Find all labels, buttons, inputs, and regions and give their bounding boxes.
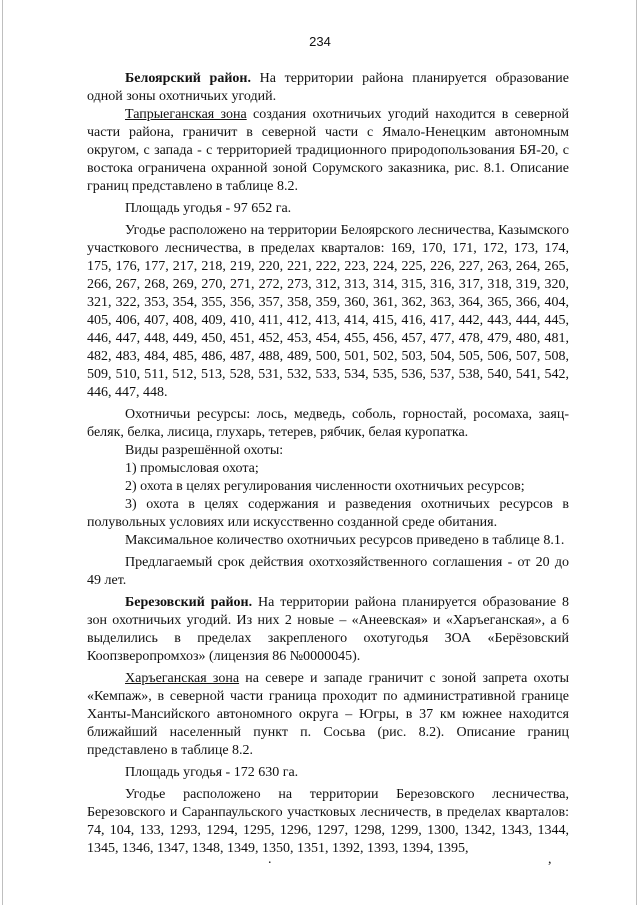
list-item: 3) охота в целях содержания и разведения охотничьих ресурсов в полувольных условиях или искусственно созданной среде обитания. [87, 497, 569, 530]
zone-name-kharyegan: Харъеганская зона [125, 671, 240, 686]
district-heading-berezovsky: Березовский район. [125, 595, 253, 610]
scan-edge-left [2, 0, 3, 905]
zone-name-taprygan: Тапрыеганская зона [125, 107, 247, 122]
paragraph-quarters-1: Угодье расположено на территории Белоярского лесничества, Казымского участкового лесничества, в пределах кварталов: 169, 170, 171, 172, 173, 174, 175, 176, 177, 217, 218, 219, 220, 221, 222, 223, 224, 225, 226, 227, 263, 264, 265, 266, 267, 268, 269, 270, 271, 272, 273, 312, 313, 314, 315, 316, 317, 318, 319, 320, 321, 322, 353, 354, 355, 356, 357, 358, 359, 360, 361, 362, 363, 364, 365, 366, 404, 405, 406, 407, 408, 409, 410, 411, 412, 413, 414, 415, 416, 417, 442, 443, 444, 445, 446, 447, 448, 449, 450, 451, 452, 453, 454, 455, 456, 457, 477, 478, 479, 480, 481, 482, 483, 484, 485, 486, 487, 488, 489, 500, 501, 502, 503, 504, 505, 506, 507, 508, 509, 510, 511, 512, 513, 528, 531, 532, 533, 534, 535, 536, 537, 538, 540, 541, 542, 446, 447, 448. [87, 223, 569, 400]
district-heading-beloyarsky: Белоярский район. [125, 71, 251, 86]
list-item: 1) промысловая охота; [125, 461, 259, 476]
paragraph-kharyegan-zone: Харъеганская зона на севере и западе граничит с зоной запрета охоты «Кемпаж», в северной части граница проходит по административной границе Ханты-Мансийского автономного округа – Югры, в 37 км южнее находится ближайший населенный пункт п. Сосьва (рис. 8.2). Описание границ представлено в таблице 8.2. [87, 671, 569, 758]
paragraph-taprygan-zone: Тапрыеганская зона создания охотничьих угодий находится в северной части района, граничит в северной части с Ямало-Ненецким автономным округом, с запада - с территорией традиционного природопользования БЯ-20, с востока ограничена охранной зоной Сорумского заказника, рис. 8.1. Описание границ представлено в таблице 8.2. [87, 107, 569, 194]
footer-mark: , [548, 852, 552, 867]
paragraph-berezovsky-intro: Березовский район. На территории района планируется образование 8 зон охотничьих угодий. Из них 2 новые – «Анеевская» и «Харъеганская», а 6 выделились в пределах закрепленого охотугодья ЗОА «Берёзовский Коопзверопромхоз» (лицензия 86 №0000045). [87, 595, 569, 664]
paragraph-max-resources: Максимальное количество охотничьих ресурсов приведено в таблице 8.1. [125, 533, 565, 548]
list-item: 2) охота в целях регулирования численности охотничьих ресурсов; [125, 479, 525, 494]
document-body [87, 70, 569, 858]
page-number: 234 [309, 34, 331, 49]
paragraph-beloyarsky-intro: Белоярский район. На территории района планируется образование одной зоны охотничьих угодий. [87, 71, 569, 104]
scan-edge-right [636, 0, 637, 905]
paragraph-area-1: Площадь угодья - 97 652 га. [125, 201, 292, 216]
footer-mark: . [268, 852, 272, 867]
paragraph-resources: Охотничьи ресурсы: лось, медведь, соболь, горностай, росомаха, заяц-беляк, белка, лисица, глухарь, тетерев, рябчик, белая куропатка. [87, 407, 569, 440]
paragraph-quarters-2: Угодье расположено на территории Березовского лесничества, Березовского и Саранпаульского участковых лесничеств, в пределах кварталов: 74, 104, 133, 1293, 1294, 1295, 1296, 1297, 1298, 1299, 1300, 1342, 1343, 1344, 1345, 1346, 1347, 1348, 1349, 1350, 1351, 1392, 1393, 1394, 1395, [87, 787, 569, 856]
paragraph-area-2: Площадь угодья - 172 630 га. [125, 765, 299, 780]
paragraph-hunting-types: Виды разрешённой охоты: [125, 443, 284, 458]
paragraph-agreement-term: Предлагаемый срок действия охотхозяйственного соглашения - от 20 до 49 лет. [87, 555, 569, 588]
